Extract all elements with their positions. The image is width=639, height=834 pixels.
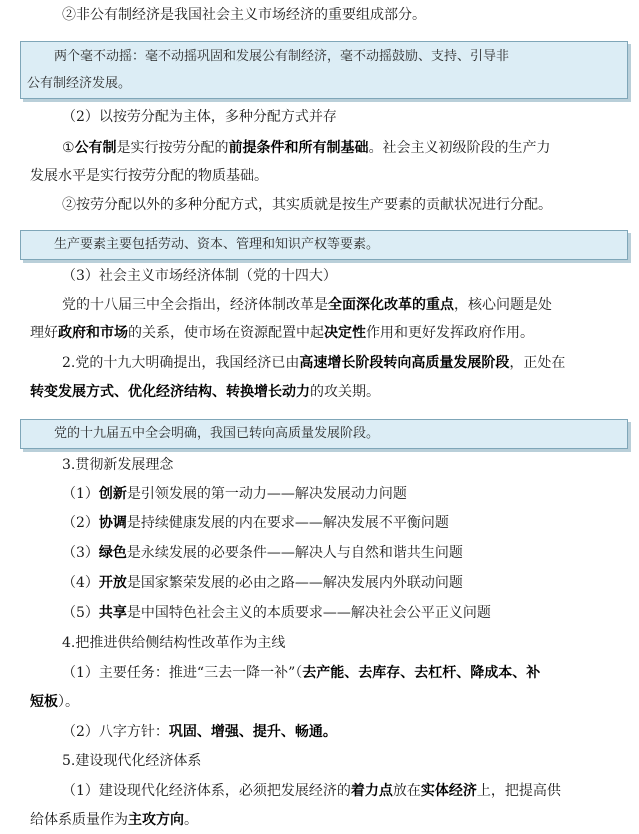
paragraph-eight-character-policy: （2）八字方针：巩固、增强、提升、畅通。 xyxy=(62,724,337,740)
note-box-text: 生产要素主要包括劳动、资本、管理和知识产权等要素。 xyxy=(54,237,380,252)
keyword-public-ownership: 公有制 xyxy=(74,140,117,156)
list-item: （3）绿色是永续发展的必要条件——解决人与自然和谐共生问题 xyxy=(62,545,463,561)
keyword-openness: 开放 xyxy=(98,575,127,591)
list-item: （2）协调是持续健康发展的内在要求——解决发展不平衡问题 xyxy=(62,515,449,531)
section-new-development-title: 3.贯彻新发展理念 xyxy=(62,457,174,473)
paragraph-public-ownership-line-2: 发展水平是实行按劳分配的物质基础。 xyxy=(30,168,268,184)
section-distribution-title: （2）以按劳分配为主体，多种分配方式并存 xyxy=(62,109,337,125)
list-item: （5）共享是中国特色社会主义的本质要求——解决社会公平正义问题 xyxy=(62,605,491,621)
paragraph-reform-line-2: 理好政府和市场的关系，使市场在资源配置中起决定性作用和更好发挥政府作用。 xyxy=(30,325,534,341)
note-box-production-factors xyxy=(20,230,628,260)
keyword-consolidate-strengthen: 巩固、增强、提升、畅通。 xyxy=(168,724,337,740)
paragraph-other-distribution: ②按劳分配以外的多种分配方式，其实质就是按生产要素的贡献状况进行分配。 xyxy=(62,197,552,213)
note-box-line-2: 公有制经济发展。 xyxy=(27,76,132,91)
paragraph-main-tasks-line-1: （1）主要任务：推进“三去一降一补”（去产能、去库存、去杠杆、降成本、补 xyxy=(62,665,541,681)
keyword-focus-point: 着力点 xyxy=(350,783,393,799)
note-box-fifth-plenary xyxy=(20,419,628,449)
keyword-main-direction: 主攻方向 xyxy=(128,812,184,828)
paragraph-nonpublic-economy: ②非公有制经济是我国社会主义市场经济的重要组成部分。 xyxy=(62,7,426,23)
note-box-two-unwavering xyxy=(20,41,628,99)
keyword-high-quality-stage: 高速增长阶段转向高质量发展阶段 xyxy=(299,355,510,371)
keyword-government-market: 政府和市场 xyxy=(58,325,128,341)
keyword-decisive: 决定性 xyxy=(324,325,366,341)
paragraph-19th-congress-line-1: 2.党的十九大明确提出，我国经济已由高速增长阶段转向高质量发展阶段，正处在 xyxy=(62,355,566,371)
section-modern-economy-title: 5.建设现代化经济体系 xyxy=(62,753,202,769)
keyword-transform-development: 转变发展方式、优化经济结构、转换增长动力 xyxy=(30,384,310,400)
keyword-sharing: 共享 xyxy=(98,605,127,621)
keyword-three-one-one: 去产能、去库存、去杠杆、降成本、补 xyxy=(302,665,541,681)
note-box-text: 党的十九届五中全会明确，我国已转向高质量发展阶段。 xyxy=(54,426,380,441)
keyword-green: 绿色 xyxy=(98,545,127,561)
paragraph-19th-congress-line-2: 转变发展方式、优化经济结构、转换增长动力的攻关期。 xyxy=(30,384,380,400)
list-item: （4）开放是国家繁荣发展的必由之路——解决发展内外联动问题 xyxy=(62,575,463,591)
list-item: （1）创新是引领发展的第一动力——解决发展动力问题 xyxy=(62,486,407,502)
keyword-precondition: 前提条件和所有制基础 xyxy=(228,140,369,156)
keyword-coordination: 协调 xyxy=(98,515,127,531)
keyword-innovation: 创新 xyxy=(98,486,127,502)
keyword-deepening-reform: 全面深化改革的重点 xyxy=(328,297,454,313)
section-market-economy-title: （3）社会主义市场经济体制（党的十四大） xyxy=(62,268,337,284)
keyword-shortboard: 短板 xyxy=(30,694,58,710)
paragraph-reform-line-1: 党的十八届三中全会指出，经济体制改革是全面深化改革的重点，核心问题是处 xyxy=(62,297,552,313)
note-box-line-1: 两个毫不动摇：毫不动摇巩固和发展公有制经济，毫不动摇鼓励、支持、引导非 xyxy=(54,49,510,64)
paragraph-main-tasks-line-2: 短板）。 xyxy=(30,694,79,710)
paragraph-public-ownership-line-1: ①公有制是实行按劳分配的前提条件和所有制基础。社会主义初级阶段的生产力 xyxy=(62,140,551,156)
paragraph-modern-economy-line-1: （1）建设现代化经济体系，必须把发展经济的着力点放在实体经济上，把提高供 xyxy=(62,783,561,799)
paragraph-modern-economy-line-2: 给体系质量作为主攻方向。 xyxy=(30,812,198,828)
keyword-real-economy: 实体经济 xyxy=(420,783,477,799)
section-supply-side-title: 4.把推进供给侧结构性改革作为主线 xyxy=(62,635,286,651)
